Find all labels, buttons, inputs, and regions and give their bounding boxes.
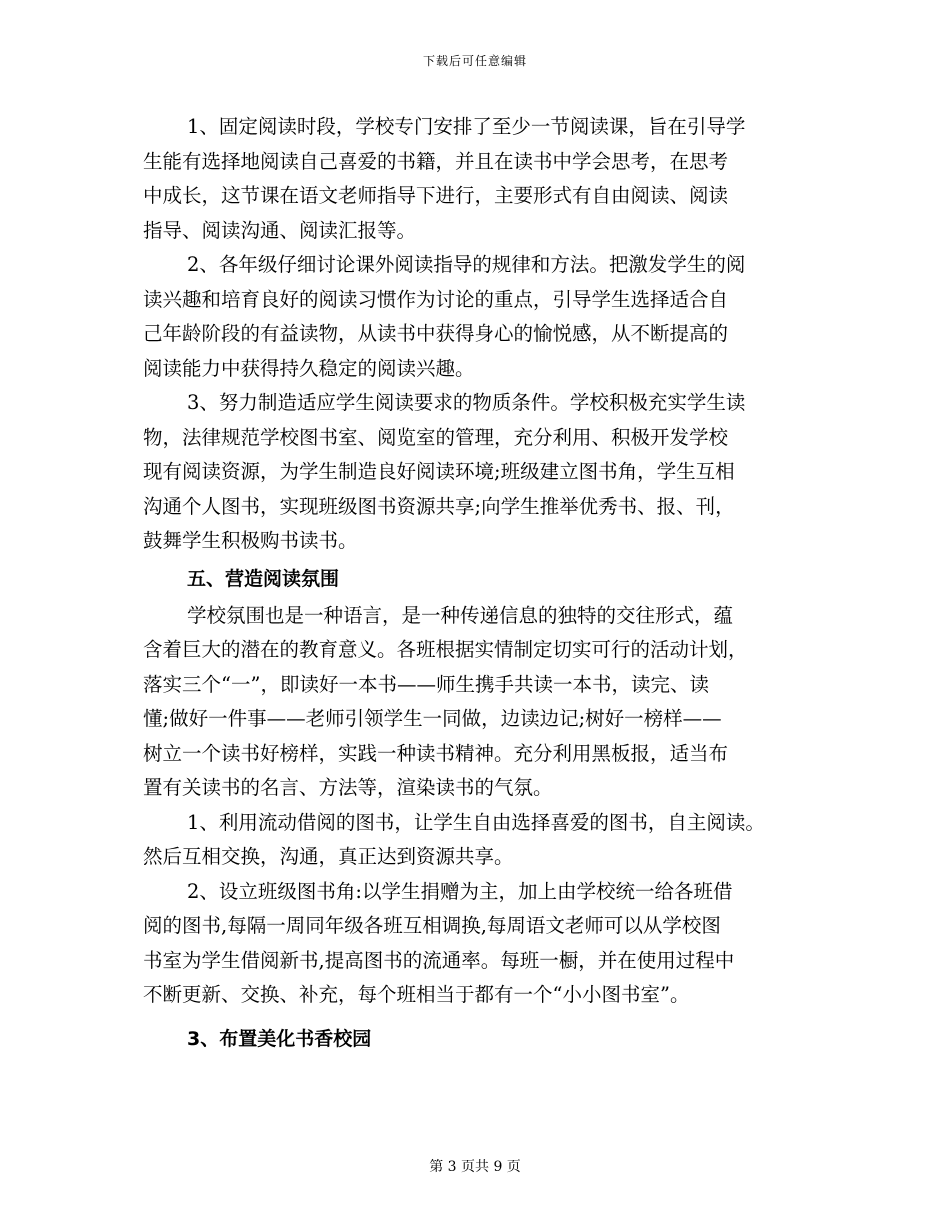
text-line: 树立一个读书好榜样，实践一种读书精神。充分利用黑板报，适当布 bbox=[143, 741, 729, 765]
paragraph-class-book-corner bbox=[143, 875, 833, 1013]
text-line: 鼓舞学生积极购书读书。 bbox=[143, 529, 358, 552]
paragraph-fixed-reading-time bbox=[143, 110, 833, 248]
text-line: 不断更新、交换、补充，每个班相当于都有一个“小小图书室”。 bbox=[143, 983, 690, 1006]
text-line: 2、设立班级图书角:以学生捐赠为主，加上由学校统一给各班借 bbox=[187, 879, 733, 903]
section-heading-reading-atmosphere: 五、营造阅读氛围 bbox=[187, 567, 340, 590]
paragraph-material-conditions bbox=[143, 386, 833, 559]
text-line: 懂;做好一件事——老师引领学生一同做，边读边记;树好一榜样—— bbox=[143, 707, 722, 730]
text-line: 阅读能力中获得持久稳定的阅读兴趣。 bbox=[143, 356, 475, 380]
paragraph-mobile-library bbox=[143, 806, 833, 875]
text-line: 含着巨大的潜在的教育意义。各班根据实情制定切实可行的活动计划， bbox=[143, 638, 748, 661]
text-line: 书室为学生借阅新书,提高图书的流通率。每班一橱，并在使用过程中 bbox=[143, 948, 735, 972]
text-line: 沟通个人图书，实现班级图书资源共享;向学生推举优秀书、报、刊， bbox=[143, 494, 735, 518]
text-line: 3、努力制造适应学生阅读要求的物质条件。学校积极充实学生读 bbox=[187, 391, 746, 414]
text-line: 1、利用流动借阅的图书，让学生自由选择喜爱的图书，自主阅读。 bbox=[187, 810, 765, 834]
text-line: 1、固定阅读时段，学校专门安排了至少一节阅读课，旨在引导学 bbox=[187, 115, 746, 138]
document-body bbox=[143, 110, 833, 1059]
text-line: 学校氛围也是一种语言，是一种传递信息的独特的交往形式，蕴 bbox=[187, 603, 734, 627]
paragraph-school-atmosphere bbox=[143, 599, 833, 806]
text-line: 生能有选择地阅读自己喜爱的书籍，并且在读书中学会思考，在思考 bbox=[143, 149, 729, 173]
text-line: 落实三个“一”，即读好一本书——师生携手共读一本书，读完、读 bbox=[143, 672, 709, 696]
text-line: 物，法律规范学校图书室、阅览室的管理，充分利用、积极开发学校 bbox=[143, 425, 729, 449]
page-header-note: 下载后可任意编辑 bbox=[422, 54, 527, 68]
text-line: 指导、阅读沟通、阅读汇报等。 bbox=[143, 218, 417, 242]
text-line: 阅的图书,每隔一周同年级各班互相调换,每周语文老师可以从学校图 bbox=[143, 914, 721, 937]
paragraph-reading-guidance bbox=[143, 248, 833, 386]
text-line: 然后互相交换，沟通，真正达到资源共享。 bbox=[143, 845, 514, 868]
page-number: 第 3 页共 9 页 bbox=[429, 1159, 521, 1175]
text-line: 2、各年级仔细讨论课外阅读指导的规律和方法。把激发学生的阅 bbox=[187, 253, 746, 276]
text-line: 置有关读书的名言、方法等，渲染读书的气氛。 bbox=[143, 776, 553, 799]
text-line: 己年龄阶段的有益读物，从读书中获得身心的愉悦感，从不断提高的 bbox=[143, 322, 729, 345]
text-line: 读兴趣和培育良好的阅读习惯作为讨论的重点，引导学生选择适合自 bbox=[143, 287, 729, 311]
text-line: 现有阅读资源，为学生制造良好阅读环境;班级建立图书角，学生互相 bbox=[143, 460, 735, 483]
subsection-heading-campus-decoration: 3、布置美化书香校园 bbox=[187, 1027, 372, 1050]
text-line: 中成长，这节课在语文老师指导下进行，主要形式有自由阅读、阅读 bbox=[143, 184, 729, 207]
